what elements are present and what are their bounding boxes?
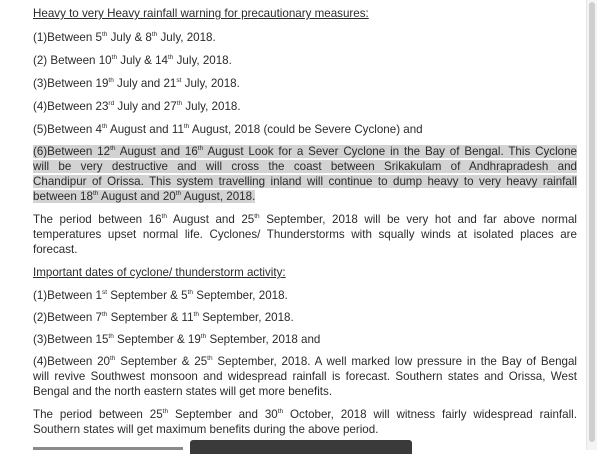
vertical-scrollbar[interactable] (586, 0, 597, 450)
warning-item-4: (4)Between 23rd July and 27th July, 2018. (33, 100, 241, 113)
date-item-3: (3)Between 15th September & 19th September, 2018 and (33, 333, 321, 346)
heading-cyclone-dates: Important dates of cyclone/ thunderstorm activity: (33, 266, 286, 279)
scrollbar-thumb[interactable] (589, 2, 595, 442)
final-paragraph-line-2: Southern states will get maximum benefits during the above period. (33, 423, 379, 436)
warning-item-6-line-3: Chandipur of Orissa. This system travelling inland will continue to dump heavy to very heavy rainfall (33, 175, 577, 188)
date-item-4-line-1: (4)Between 20th September & 25th September, 2018. A well marked low pressure in the Bay of Bengal (33, 355, 578, 368)
viewer-toolbar[interactable] (190, 440, 412, 454)
cut-off-next-line (33, 443, 183, 450)
warning-item-1: (1)Between 5th July & 8th July, 2018. (33, 31, 216, 44)
heading-rainfall-warning: Heavy to very Heavy rainfall warning for precautionary measures: (33, 7, 369, 20)
warning-item-2: (2) Between 10th July & 14th July, 2018. (33, 54, 232, 67)
warning-item-3: (3)Between 19th July and 21st July, 2018. (33, 77, 240, 90)
warning-item-6-line-2: will be very destructive and will cross the coast between Srikakulam of Andhrapradesh and (33, 160, 577, 173)
hot-period-line-3: forecast. (33, 243, 78, 256)
warning-item-6-line-1: (6)Between 12th August and 16th August Look for a Sever Cyclone in the Bay of Bengal. This Cyclone (33, 145, 577, 158)
date-item-4-line-3: Bengal and the north eastern states will get more benefits. (33, 385, 333, 398)
hot-period-line-1: The period between 16th August and 25th September, 2018 will be very hot and far above normal (33, 213, 577, 226)
date-item-2: (2)Between 7th September & 11th September, 2018. (33, 311, 294, 324)
warning-item-5: (5)Between 4th August and 11th August, 2018 (could be Severe Cyclone) and (33, 123, 423, 136)
date-item-1: (1)Between 1st September & 5th September, 2018. (33, 289, 288, 302)
final-paragraph-line-1: The period between 25th September and 30th October, 2018 will witness fairly widespread rainfall. (33, 408, 577, 421)
warning-item-6-line-4: between 18th August and 20th August, 2018. (33, 190, 256, 203)
date-item-4-line-2: will revive Southwest monsoon and widespread rainfall is forecast. Southern states and Orissa, West (33, 370, 577, 383)
hot-period-line-2: temperatures upset normal life. Cyclones/ Thunderstorms with squally winds at isolated places are (33, 228, 577, 241)
